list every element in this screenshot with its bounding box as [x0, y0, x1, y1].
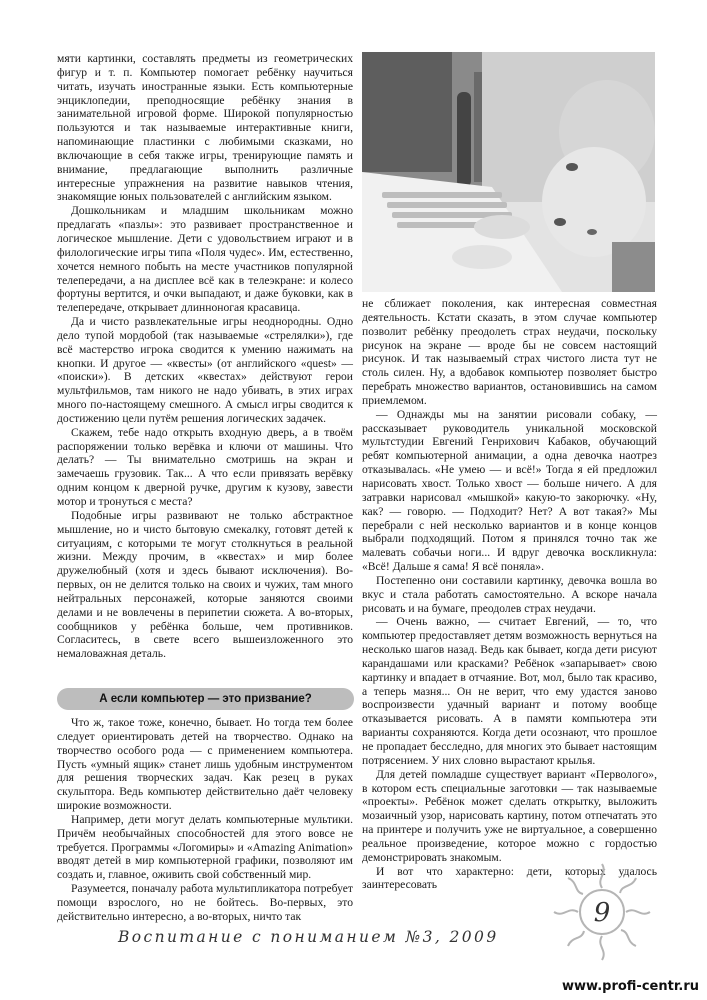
paragraph: Что ж, такое тоже, конечно, бывает. Но тогда тем более следует ориентировать детей на творчество. Однако на творчество особого рода — с применением компьютера. Пусть «умный ящик» станет лишь удобным инструментом для решения творческих задач. Как резец в руках скульптора. Ведь компьютер действительно даёт человеку широкие возможности.	[57, 716, 353, 813]
paragraph: Постепенно они составили картинку, девочка вошла во вкус и стала работать самостоятельно. А вскоре начала рисовать и на бумаге, преодолев страх неудачи.	[362, 573, 657, 615]
page-number: 9	[593, 898, 611, 928]
paragraph: не сближает поколения, как интересная совместная деятельность. Кстати сказать, в этом случае компьютер позволит ребёнку преодолеть страх неудачи, поскольку рисунок на экране — вроде бы не совсем настоящий рисунок. И так называемый страх чистого листа тут не столь силен. Ну, а вдобавок компьютер позволяет быстро перебрать множество вариантов, остановившись на самом приемлемом.	[362, 297, 657, 407]
paragraph: Да и чисто развлекательные игры неоднородны. Одно дело тупой мордобой (так называемые «стрелялки»), где всё мастерство игрока сводится к умению нажимать на кнопки. И другое — «квесты» (от английского «quest» — «поиски»). В детских «квестах» действуют герои мультфильмов, там никого не надо убивать, в этих играх много по-настоящему смешного. А смысл игры сводится к достижению цели путём решения логических задачек.	[57, 315, 353, 425]
watermark-url: www.profi-centr.ru	[562, 979, 699, 994]
section-heading	[57, 688, 354, 710]
paragraph: Для детей помладше существует вариант «Первологo», в котором есть специальные заготовки — так называемые «проекты». Ребёнок может сделать открытку, выложить мозаичный узор, нарисовать картину, потом отпечатать это на принтере и получить уже не виртуальное, а совершенно реальное произведение, которое можно с гордостью демонстрировать знакомым.	[362, 767, 657, 864]
paragraph: Дошкольникам и младшим школьникам можно предлагать «пазлы»: это развивает пространственное и логическое мышление. Дети с удовольствием играют и в филологические игры типа «Поля чудес». Им, естественно, хочется немного побыть на месте участников популярной телепередачи, а на дисплее всё как в телеэкране: и колесо фортуны вертится, и очки выпадают, и даже буковки, как в телепередаче, открывает длинноногая красавица.	[57, 204, 353, 315]
left-column-top	[57, 52, 353, 661]
photo-illustration	[362, 52, 655, 292]
paragraph: Подобные игры развивают не только абстрактное мышление, но и чисто бытовую смекалку, готовят детей к ситуациям, с которыми те могут столкнуться в реальной жизни. Между прочим, в «квестах» и мир более дружелюбный (хотя и здесь бывают исключения). Во-первых, он не делится только на своих и чужих, там много нейтральных персонажей, которые заняются своими делами и не вовлечены в перипетии сюжета. А во-вторых, сообщников у ребёнка больше, чем противников. Согласитесь, в свете всего вышеизложенного это немаловажная деталь.	[57, 508, 353, 661]
paragraph: И вот что характерно: дети, которых удалось заинтересовать	[362, 864, 657, 892]
left-column-bottom	[57, 716, 353, 924]
photo-children-at-keyboard	[362, 52, 655, 292]
page-number-sun-icon	[548, 858, 656, 966]
right-column	[362, 297, 657, 892]
paragraph: Разумеется, поначалу работа мультипликатора потребует помощи взрослого, но не бойтесь. Во-первых, это действительно интересно, а во-вторых, ничто так	[57, 882, 353, 923]
paragraph: — Очень важно, — считает Евгений, — то, что компьютер предоставляет детям возможность вернуться на несколько шагов назад. Ведь как бывает, когда дети рисуют карандашами или красками? Ребёнок «запарывает» свою картинку и впадает в отчаяние. Вот, мол, было так красиво, а теперь мазня... Он не верит, что ему удастся заново воспроизвести удачный вариант и потому вообще отказывается рисовать. А в памяти компьютера эти варианты сохраняются. Когда дети осознают, что прошлое не пропадает бесследно, для многих это бывает настоящим потрясением. У них словно вырастают крылья.	[362, 615, 657, 767]
paragraph: Например, дети могут делать компьютерные мультики. Причём необычайных способностей для этого вовсе не требуется. Программы «Логомиры» и «Amazing Animation» вводят детей в мир компьютерной графики, позволяют им создать и, главное, оживить свой собственный мир.	[57, 812, 353, 882]
footer-journal-title: Воспитание с пониманием №3, 2009	[118, 928, 499, 946]
paragraph: Скажем, тебе надо открыть входную дверь, а в твоём распоряжении только верёвка и ключи от машины. Что делать? — Ты внимательно смотришь на экран и замечаешь грузовик. Так... А что если привязать верёвку одним концом к дверной ручке, другим к кузову, завести мотор и тронуться с места?	[57, 425, 353, 508]
section-heading-text: А если компьютер — это призвание?	[99, 693, 312, 705]
paragraph: мяти картинки, составлять предметы из геометрических фигур и т. п. Компьютер помогает ребёнку научиться читать, изучать иностранные языки. Есть компьютерные энциклопедии, преподносящие ребёнку знания в занимательной игровой форме. Широкой популярностью пользуются и так называемые интерактивные книги, напоминающие пластинки с любимыми сказками, но включающие в себя также игры, тренирующие память и внимание, предлагающие выполнить различные интересные упражнения на развитие навыков чтения, знакомящие юных пользователей с английским языком.	[57, 52, 353, 204]
paragraph: — Однажды мы на занятии рисовали собаку, — рассказывает руководитель уникальной московской мультстудии Евгений Генрихович Кабаков, обучающий ребят компьютерной анимации, а одна девочка наотрез отказывалась. «Не умею — и всё!» Тогда я ей предложил нарисовать хвост. Только хвост — больше ничего. А для затравки нарисовал «мышкой» какую-то закорючку. «Ну, как? — говорю. — Подходит? Нет? А вот такая?» Мы перебрали с ней несколько вариантов и в конце концов выбрали подходящий. Потом я принялся точно так же малевать собачьи ноги... И вдруг девочка воскликнула: «Всё! Дальше я сама! Я всё поняла».	[362, 407, 657, 574]
